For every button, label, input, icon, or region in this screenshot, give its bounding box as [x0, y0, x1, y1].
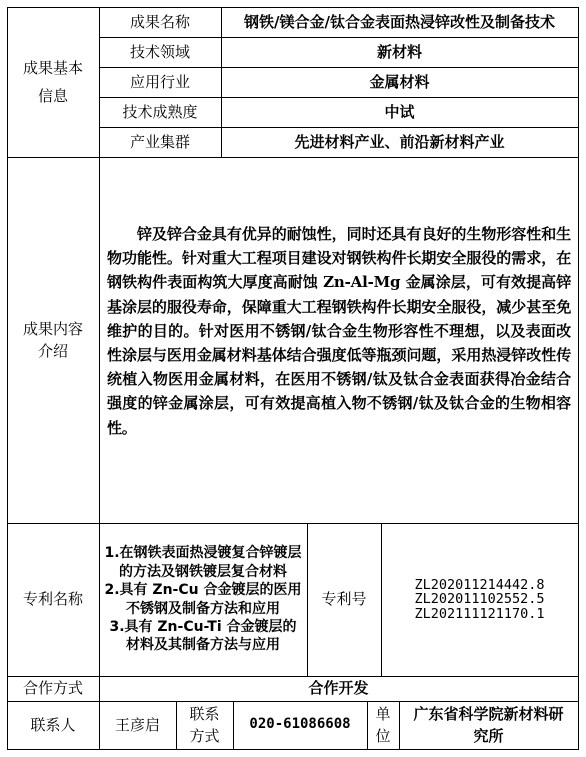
- row-label-tech-field: [99, 37, 221, 67]
- patent-name-label: [7, 523, 99, 676]
- row-value-industry: [221, 67, 578, 97]
- row-label-cluster: [99, 127, 221, 157]
- contact-phone-label-text: 联系方式: [189, 705, 220, 745]
- patent-number-item: ZL202011102552.5: [414, 591, 545, 608]
- patent-name-item: 1.在钢铁表面热浸镀复合锌镀层的方法及钢铁镀层复合材料: [104, 545, 302, 580]
- contact-phone-label: [176, 701, 233, 749]
- row-label-industry: [99, 67, 221, 97]
- cooperation-label: [7, 676, 99, 701]
- row-value-achievement-name: [221, 7, 578, 37]
- patent-name-label-text: 专利名称: [22, 590, 83, 609]
- row-value-tech-field: [221, 37, 578, 67]
- contact-person-label: [7, 701, 99, 749]
- contact-person-label-text: 联系人: [30, 715, 76, 734]
- patent-name-item: 3.具有 Zn-Cu-Ti 合金镀层的材料及其制备方法与应用: [109, 618, 297, 654]
- row-value-text: 金属材料: [369, 72, 430, 91]
- row-value-text: 新材料: [376, 42, 422, 61]
- basic-info-label-text: 成果基本信息: [22, 59, 83, 105]
- row-label-text: 成果名称: [129, 12, 190, 31]
- contact-person: [99, 701, 176, 749]
- patent-number-item: ZL202111121170.1: [414, 605, 545, 622]
- row-value-text: 先进材料产业、前沿新材料产业: [294, 132, 505, 151]
- basic-info-section-label: [7, 7, 99, 157]
- contact-org-label: [367, 701, 399, 749]
- cooperation-label-text: 合作方式: [22, 679, 83, 698]
- contact-org-label-text: 单位: [375, 705, 391, 745]
- contact-org: [399, 701, 578, 749]
- row-value-cluster: [221, 127, 578, 157]
- row-value-maturity: [221, 97, 578, 127]
- content-description-text: 锌及锌合金具有优异的耐蚀性，同时还具有良好的生物形容性和生物功能性。针对重大工程项目建设对钢铁构件长期安全服役的需求，在钢铁构件表面构筑大厚度高耐蚀 Zn-Al-Mg 金属涂层，可有效提高锌基涂层的服役寿命，保障重大工程钢铁构件长期安全服役，减少甚至免维护的目的。针对医用不锈钢/钛合金生物形容性不理想，以及表面改性涂层与医用金属材料基体结合强度低等瓶颈问题，采用热浸锌改性传统植入物医用金属材料，在医用不锈钢/钛及钛合金表面获得冶金结合强度的锌金属涂层，可有效提高植入物不锈钢/钛及钛合金的生物相容性。: [107, 225, 571, 437]
- row-label-text: 应用行业: [129, 72, 190, 91]
- row-label-achievement-name: [99, 7, 221, 37]
- contact-phone-text: 020-61086608: [249, 716, 351, 733]
- content-label-text: 成果内容介绍: [22, 320, 83, 360]
- row-value-text: 钢铁/镁合金/钛合金表面热浸锌改性及制备技术: [244, 12, 555, 31]
- contact-phone: [233, 701, 367, 749]
- contact-person-text: 王彦启: [114, 715, 160, 734]
- row-value-text: 中试: [384, 102, 415, 121]
- patent-number-label-text: 专利号: [321, 590, 367, 609]
- patent-numbers: [381, 523, 578, 676]
- row-label-maturity: [99, 97, 221, 127]
- patent-number-item: ZL202011214442.8: [414, 577, 545, 594]
- patent-names: [99, 523, 307, 676]
- content-section-label: [7, 157, 99, 523]
- cooperation-value: [99, 676, 578, 701]
- cooperation-value-text: 合作开发: [308, 679, 369, 698]
- contact-org-text: 广东省科学院新材料研究所: [413, 705, 564, 745]
- content-description: [107, 222, 571, 440]
- patent-name-item: 2.具有 Zn-Cu 合金镀层的医用不锈钢及制备方法和应用: [104, 582, 302, 617]
- row-label-text: 产业集群: [129, 132, 190, 151]
- row-label-text: 技术成熟度: [122, 102, 198, 121]
- row-label-text: 技术领域: [129, 42, 190, 61]
- patent-number-label: [307, 523, 381, 676]
